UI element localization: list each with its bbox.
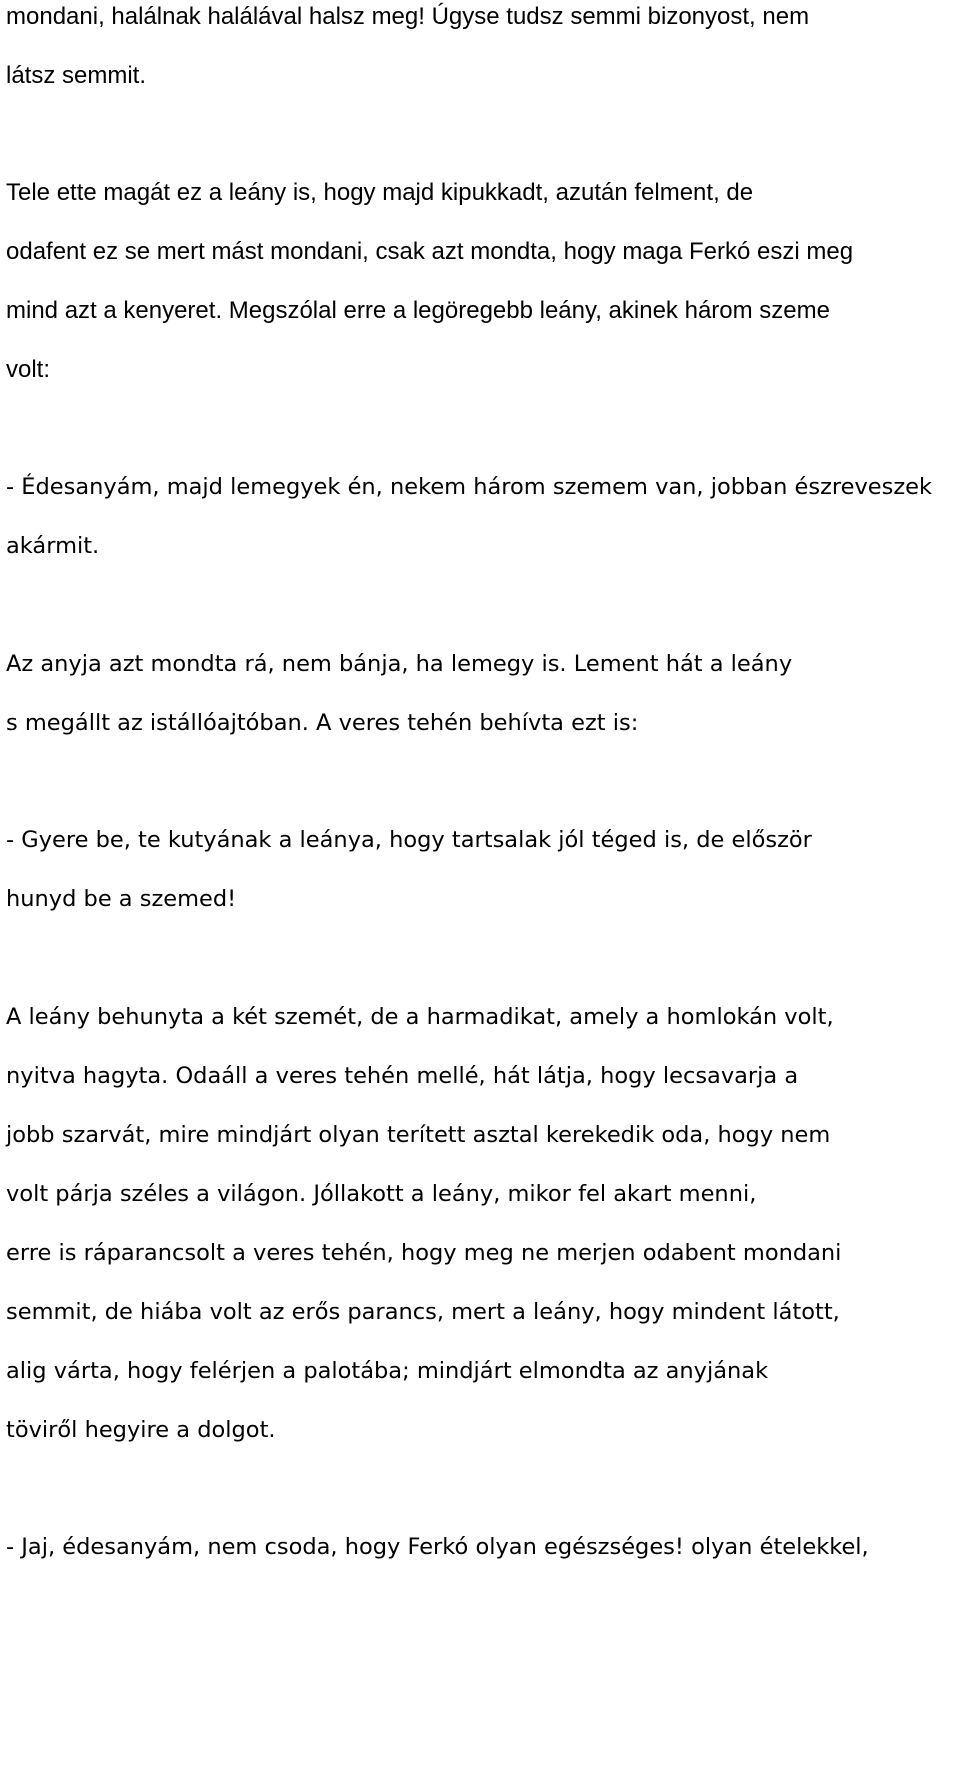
- text-line: jobb szarvát, mire mindjárt olyan terített asztal kerekedik oda, hogy nem: [6, 1122, 831, 1148]
- text-line: - Édesanyám, majd lemegyek én, nekem három szemem van, jobban észreveszek: [6, 474, 933, 500]
- text-line: A leány behunyta a két szemét, de a harmadikat, amely a homlokán volt,: [6, 1004, 834, 1030]
- text-line: - Gyere be, te kutyának a leánya, hogy tartsalak jól téged is, de először: [6, 827, 812, 853]
- text-line: alig várta, hogy felérjen a palotába; mindjárt elmondta az anyjának: [6, 1358, 769, 1384]
- text-line: erre is ráparancsolt a veres tehén, hogy meg ne merjen odabent mondani: [6, 1240, 842, 1266]
- text-line: töviről hegyire a dolgot.: [6, 1417, 276, 1443]
- text-line: - Jaj, édesanyám, nem csoda, hogy Ferkó olyan egészséges! olyan ételekkel,: [6, 1534, 869, 1560]
- text-line: Tele ette magát ez a leány is, hogy majd kipukkadt, azután felment, de: [6, 179, 754, 206]
- text-line: volt:: [6, 356, 51, 383]
- text-line: hunyd be a szemed!: [6, 886, 237, 912]
- text-line: mind azt a kenyeret. Megszólal erre a legöregebb leány, akinek három szeme: [6, 297, 830, 324]
- text-line: semmit, de hiába volt az erős parancs, mert a leány, hogy mindent látott,: [6, 1299, 840, 1325]
- text-line: mondani, halálnak halálával halsz meg! Úgyse tudsz semmi bizonyost, nem: [6, 3, 810, 30]
- text-line: Az anyja azt mondta rá, nem bánja, ha lemegy is. Lement hát a leány: [6, 651, 793, 677]
- text-line: s megállt az istállóajtóban. A veres tehén behívta ezt is:: [6, 710, 639, 736]
- text-line: odafent ez se mert mást mondani, csak azt mondta, hogy maga Ferkó eszi meg: [6, 238, 854, 265]
- text-line: nyitva hagyta. Odaáll a veres tehén mellé, hát látja, hogy lecsavarja a: [6, 1063, 799, 1089]
- text-line: látsz semmit.: [6, 62, 147, 89]
- text-line: volt párja széles a világon. Jóllakott a leány, mikor fel akart menni,: [6, 1181, 757, 1207]
- text-line: akármit.: [6, 533, 100, 559]
